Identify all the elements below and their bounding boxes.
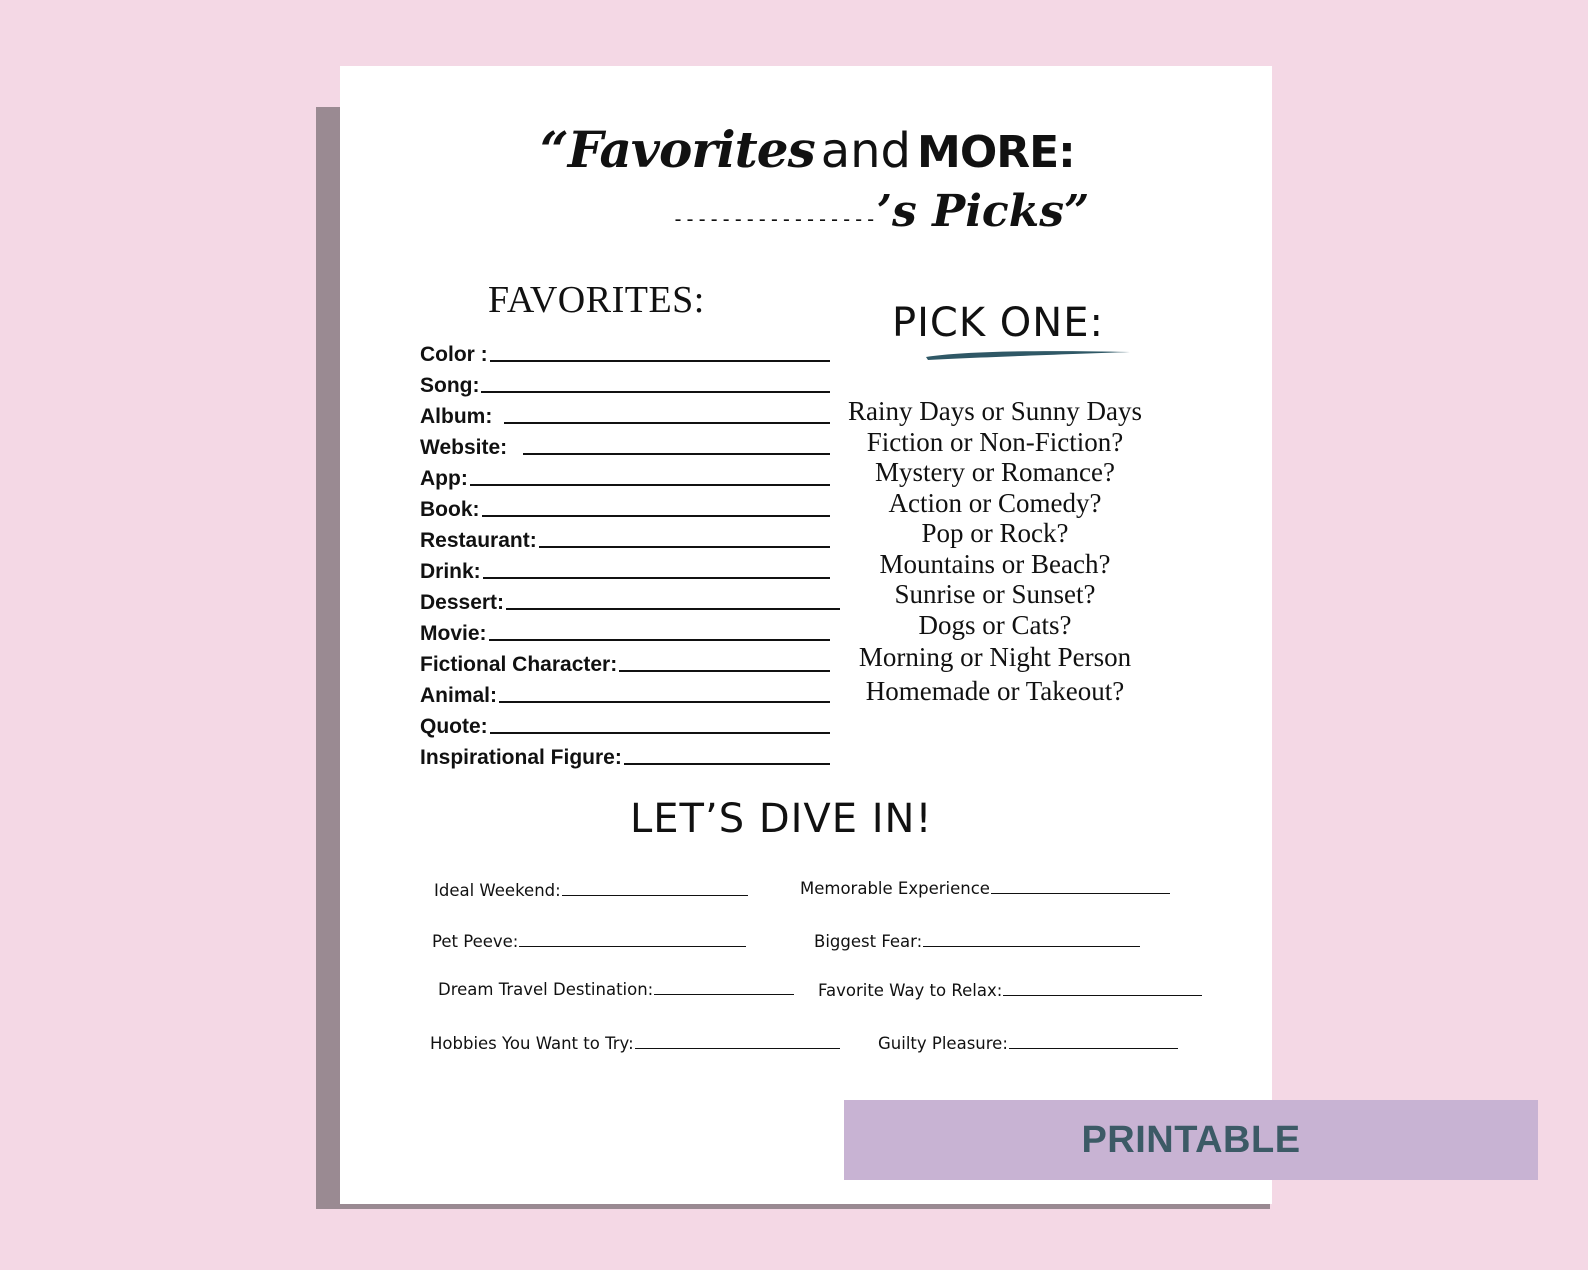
fill-in-line[interactable] [504,422,830,424]
fill-in-line[interactable] [499,701,830,703]
dive-prompt-biggest-fear[interactable] [814,932,1140,951]
dive-prompt-label: Biggest Fear: [814,932,923,951]
dive-prompt-label: Dream Travel Destination: [438,980,654,999]
favorite-label: Book: [420,498,480,521]
fill-in-line[interactable] [506,608,840,610]
title-line-1 [540,120,1075,179]
pick-one-list [800,396,1190,706]
name-blank: ----------------- [672,207,877,231]
worksheet-page [340,66,1272,1204]
favorite-label: App: [420,467,468,490]
title-favorites-word: “Favorites [540,120,815,179]
printable-badge: PRINTABLE [844,1100,1538,1180]
dive-prompt-dream-travel[interactable] [438,980,794,999]
fill-in-line[interactable] [562,895,748,896]
dive-prompt-label: Memorable Experience [800,879,990,898]
favorite-label: Song: [420,374,480,397]
dive-prompt-memorable-experience[interactable] [800,879,1170,898]
title-line-2 [672,186,1089,237]
favorite-label: Color : [420,343,488,366]
fill-in-line[interactable] [624,763,830,765]
pick-option[interactable]: Sunrise or Sunset? [894,579,1096,609]
fill-in-line[interactable] [923,946,1140,947]
favorite-row-book[interactable] [420,491,830,522]
favorites-heading: FAVORITES: [488,279,705,321]
favorite-row-quote[interactable] [420,708,830,739]
pick-option[interactable]: Homemade or Takeout? [865,675,1125,706]
favorite-row-movie[interactable] [420,615,830,646]
pick-option[interactable]: Mystery or Romance? [875,457,1115,487]
pick-option[interactable]: Fiction or Non-Fiction? [866,426,1124,457]
pick-one-heading: PICK ONE: [892,300,1104,346]
brush-underline [924,348,1134,362]
dive-prompt-label: Favorite Way to Relax: [818,981,1003,1000]
favorite-row-drink[interactable] [420,553,830,584]
favorite-label: Fictional Character: [420,653,618,676]
fill-in-line[interactable] [519,946,746,947]
favorite-label: Movie: [420,622,487,645]
favorite-label: Album: [420,405,499,428]
title-and-word: and [820,123,912,179]
title-more-word: MORE: [917,127,1075,178]
dive-prompt-label: Pet Peeve: [432,932,519,951]
fill-in-line[interactable] [490,360,830,362]
favorite-row-app[interactable] [420,460,830,491]
dive-prompt-label: Guilty Pleasure: [878,1034,1008,1053]
pick-option[interactable]: Pop or Rock? [921,518,1069,548]
dive-prompt-ideal-weekend[interactable] [434,881,748,900]
favorite-label: Drink: [420,560,481,583]
fill-in-line[interactable] [991,893,1170,894]
favorite-label: Animal: [420,684,498,707]
dive-prompt-favorite-way-to-relax[interactable] [818,981,1202,1000]
pick-option[interactable]: Dogs or Cats? [918,609,1072,640]
dive-prompt-pet-peeve[interactable] [432,932,746,951]
fill-in-line[interactable] [1009,1048,1178,1049]
favorite-label: Quote: [420,715,488,738]
favorite-row-fictional-character[interactable] [420,646,830,677]
favorite-row-color[interactable] [420,336,830,367]
fill-in-line[interactable] [635,1048,840,1049]
fill-in-line[interactable] [489,639,830,641]
fill-in-line[interactable] [481,391,830,393]
dive-prompt-hobbies[interactable] [430,1034,840,1053]
dive-prompt-label: Hobbies You Want to Try: [430,1034,634,1053]
favorite-row-inspirational-figure[interactable] [420,739,830,770]
fill-in-line[interactable] [654,994,794,995]
fill-in-line[interactable] [490,732,830,734]
fill-in-line[interactable] [619,670,830,672]
fill-in-line[interactable] [1003,995,1202,996]
pick-option[interactable]: Morning or Night Person [858,641,1132,672]
dive-prompt-label: Ideal Weekend: [434,881,561,900]
pick-option[interactable]: Rainy Days or Sunny Days [848,396,1142,426]
fill-in-line[interactable] [482,515,831,517]
favorite-row-website[interactable] [420,429,830,460]
favorite-row-album[interactable] [420,398,830,429]
fill-in-line[interactable] [523,453,830,455]
favorite-row-restaurant[interactable] [420,522,830,553]
favorite-label: Dessert: [420,591,505,614]
favorite-row-song[interactable] [420,367,830,398]
favorite-label: Inspirational Figure: [420,746,622,769]
fill-in-line[interactable] [470,484,830,486]
fill-in-line[interactable] [483,577,830,579]
favorite-row-animal[interactable] [420,677,830,708]
favorites-list [420,336,830,770]
picks-suffix: ’s Picks” [876,186,1090,237]
dive-prompt-guilty-pleasure[interactable] [878,1034,1178,1053]
pick-option[interactable]: Action or Comedy? [888,487,1102,518]
fill-in-line[interactable] [539,546,830,548]
favorite-row-dessert[interactable] [420,584,840,615]
favorite-label: Website: [420,436,513,459]
favorite-label: Restaurant: [420,529,537,552]
pick-option[interactable]: Mountains or Beach? [879,548,1111,579]
dive-in-heading: LET’S DIVE IN! [630,796,933,842]
